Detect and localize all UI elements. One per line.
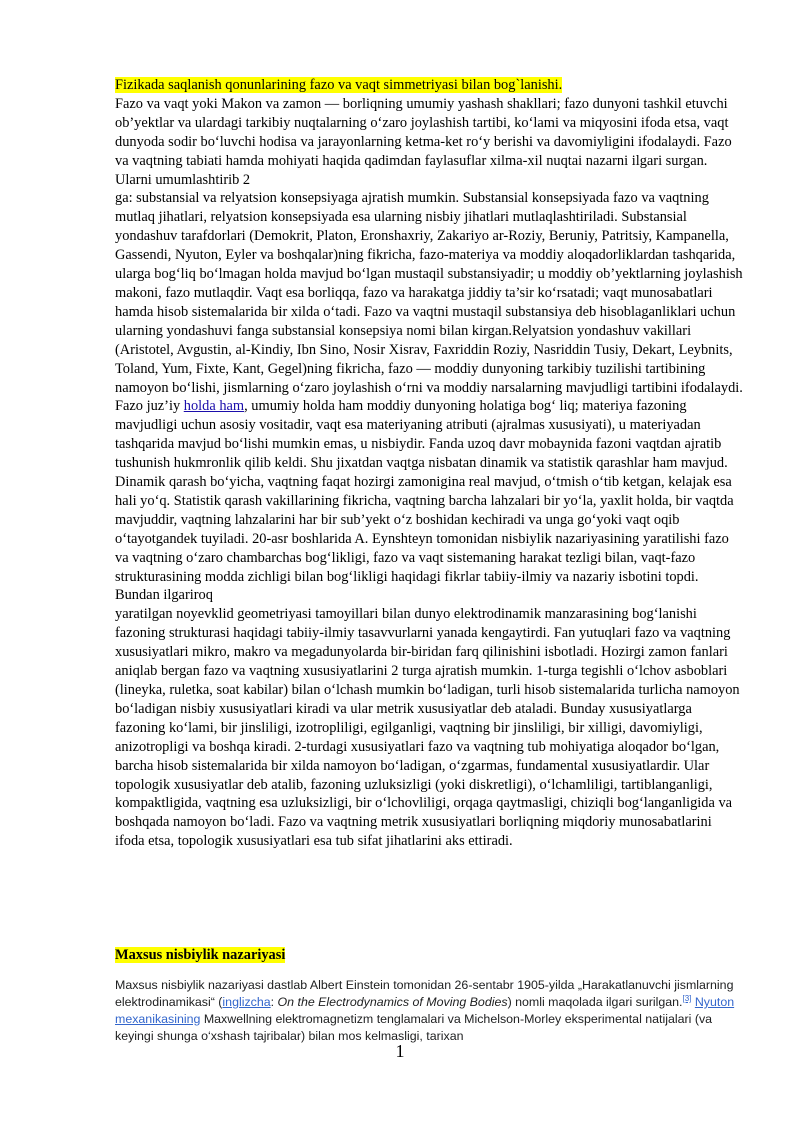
section-paragraph xyxy=(115,977,743,1045)
highlighted-section-heading: Maxsus nisbiylik nazariyasi xyxy=(115,947,286,963)
holda-ham-link[interactable]: holda ham xyxy=(183,398,245,415)
section-heading xyxy=(115,946,743,965)
section-text-3: ) nomli maqolada ilgari surilgan. xyxy=(507,995,683,1009)
newton-mechanics-link[interactable]: Nyuton mexanikasining xyxy=(115,995,735,1026)
paragraph-text-3: , umumiy holda ham moddiy dunyoning holatiga bog‘ liq; materiya fazoning mavjudligi uchun asosiy vositadir, vaqt esa materiyaning atributi (ajralmas xususiyati), u materiyadan tashqarida mavjud bo‘lishi mumkin emas, u nisbiydir. Fanda uzoq davr mobaynida fazoni vaqtdan ajratib tushunish hukmronlik qilib keldi. Shu jixatdan vaqtga nisbatan dinamik va statistik qarashlar ham mavjud. Dinamik qarash bo‘yicha, vaqtning faqat hozirgi zamonigina real mavjud, o‘tmish o‘tib ketgan, kelajak esa hali yo‘q. Statistik qarash vakillarining fikricha, vaqtning barcha lahzalari bir yo‘la, yaxlit holda, bir vaqtda mavjuddir, vaqtning lahzalarini har bir sub’yekt o‘z boshidan kechiradi va unga go‘yoki vaqt oqib o‘tayotgandek tuyiladi. 20-asr boshlarida A. Eynshteyn tomonidan nisbiylik nazariyasining yaratilishi fazo va vaqtning o‘zaro chambarchas bog‘likligi, fazo va vaqt sistemaning harakat tezligi bilan, vaqt-fazo strukturasining modda zichligi bilan bog‘likligi haqidagi fikrlar tabiiy-ilmiy va nazariy isbotini topdi. Bundan ilgariroq xyxy=(115,398,734,604)
section-special-relativity xyxy=(115,946,743,1045)
paragraph-text-4: yaratilgan noyevklid geometriyasi tamoyillari bilan dunyo elektrodinamik manzarasining bog‘lanishi fazoning strukturasi haqidagi tabiiy-ilmiy tasavvurlarni yanada kengaytirdi. Fan yutuqlari fazo va vaqtning xususiyatlari mikro, makro va megadunyolarda bir-biridan farq qilinishini isbotladi. Hozirgi zamon fanlari aniqlab bergan fazo va vaqtning xususiyatlarini 2 turga ajratish mumkin. 1-turga tegishli o‘lchov asboblari (lineyka, ruletka, soat kabilar) bilan o‘lchash mumkin bo‘ladigan, turli hisob sistemalarida turlicha namoyon bo‘ladigan nisbiy xususiyatlari kiradi va ular metrik xususiyatlar deb ataladi. Bunday xususiyatlarga fazoning ko‘lami, bir jinsliligi, izotropliligi, egilganligi, vaqtning bir jinsliligi, bir xilligi, davomiyligi, anizotropligi va boshqa kiradi. 2-turdagi xususiyatlari fazo va vaqtning tub mohiyatiga aloqador bo‘lgan, barcha hisob sistemalarida bir xilda namoyon bo‘ladigan, o‘zgarmas, fundamental xususiyatlardir. Ular topologik xususiyatlar deb atalib, fazoning uzluksizligi (yoki diskretligi), o‘lchamliligi, tartiblanganligi, kompaktligida, vaqtning esa uzluksizligi, bir o‘lchovliligi, orqaga qaytmasligi, chiziqli bog‘langanligida va boshqada namoyon bo‘ladi. Fazo va vaqtning metrik xususiyatlari borliqning miqdoriy munosabatlarini ifoda etsa, topologik xususiyatlari esa tub sifat jihatlarini aks ettiradi. xyxy=(115,606,740,850)
section-text-4: Maxwellning elektromagnetizm tenglamalari va Michelson-Morley eksperimental natijalari (va keyingi shunga o‘xshash tajribalar) bilan mos kelmasligi, tarixan xyxy=(115,1012,713,1043)
article-title: On the Electrodynamics of Moving Bodies xyxy=(277,995,508,1009)
paragraph-text-1: Fazo va vaqt yoki Makon va zamon — borliqning umumiy yashash shakllari; fazo dunyoni tashkil etuvchi ob’yektlar va ulardagi tarkibiy nuqtalarning o‘zaro joylashish tartibi, ko‘lami va miqyosini ifoda etsa, vaqt dunyoda sodir bo‘luvchi hodisa va jarayonlarning ketma-ket ro‘y berishi va davomiyligini ifodalaydi. Fazo va vaqtning tabiati hamda mohiyati haqida qadimdan faylasuflar xilma-xil nuqtai nazarni ilgari surgan. Ularni umumlashtirib 2 xyxy=(115,95,732,188)
body-paragraph xyxy=(115,95,743,851)
paragraph-text-2: ga: substansial va relyatsion konsepsiyaga ajratish mumkin. Substansial konsepsiyada fazo va vaqtning mutlaq jihatlari, relyatsion konsepsiyada esa ularning nisbiy jihatlari mutlaqlashtiriladi. Substansial yondashuv tarafdorlari (Demokrit, Platon, Eronshaxriy, Zakariyo ar-Roziy, Beruniy, Patritsiy, Kampanella, Gassendi, Nyuton, Eyler va boshqalar)ning fikricha, fazo-materiya va moddiy aloqadorliklardan tashqarida, ularga bog‘liq bo‘lmagan holda mavjud bo‘lgan mustaqil substansiyadir; u moddiy ob’yektlarning joylashish makoni, fazo mutlaqdir. Vaqt esa borliqqa, fazo va harakatga jiddiy ta’sir ko‘rsatadi; vaqt munosabatlari hamda hisob sistemalarida bir xilda o‘tadi. Fazo va vaqtni mustaqil substansiya deb hisoblaganliklari uchun ularning yondashuvi fanga substansial konsepsiya nomi bilan kirgan.Relyatsion yondashuv vakillari (Aristotel, Avgustin, al-Kindiy, Ibn Sino, Nosir Xisrav, Faxriddin Roziy, Nasriddin Tusiy, Dekart, Leybnits, Toland, Yum, Fixte, Kant, Gegel)ning fikricha, fazo — moddiy dunyoning tarkibiy tuzilishi tartibining namoyon bo‘lishi, jismlarning o‘zaro joylashish o‘rni va moddiy narsalarning mavjudligi tartibini ifodalaydi. Fazo juz’iy xyxy=(115,190,743,415)
inglizcha-link[interactable]: inglizcha xyxy=(222,995,271,1009)
section-text-1: Maxsus nisbiylik nazariyasi dastlab Albert Einstein tomonidan 26-sentabr 1905-yilda „Harakatlanuvchi jismlarning elektrodinamikasi“ ( xyxy=(115,978,734,1009)
reference-link[interactable]: [3] xyxy=(682,993,692,1003)
highlighted-heading: Fizikada saqlanish qonunlarining fazo va vaqt simmetriyasi bilan bog`lanishi. xyxy=(115,77,563,93)
page-title xyxy=(115,76,743,95)
section-text-2: : xyxy=(270,995,278,1009)
page-number: 1 xyxy=(395,1041,405,1061)
main-text-block xyxy=(115,76,743,851)
